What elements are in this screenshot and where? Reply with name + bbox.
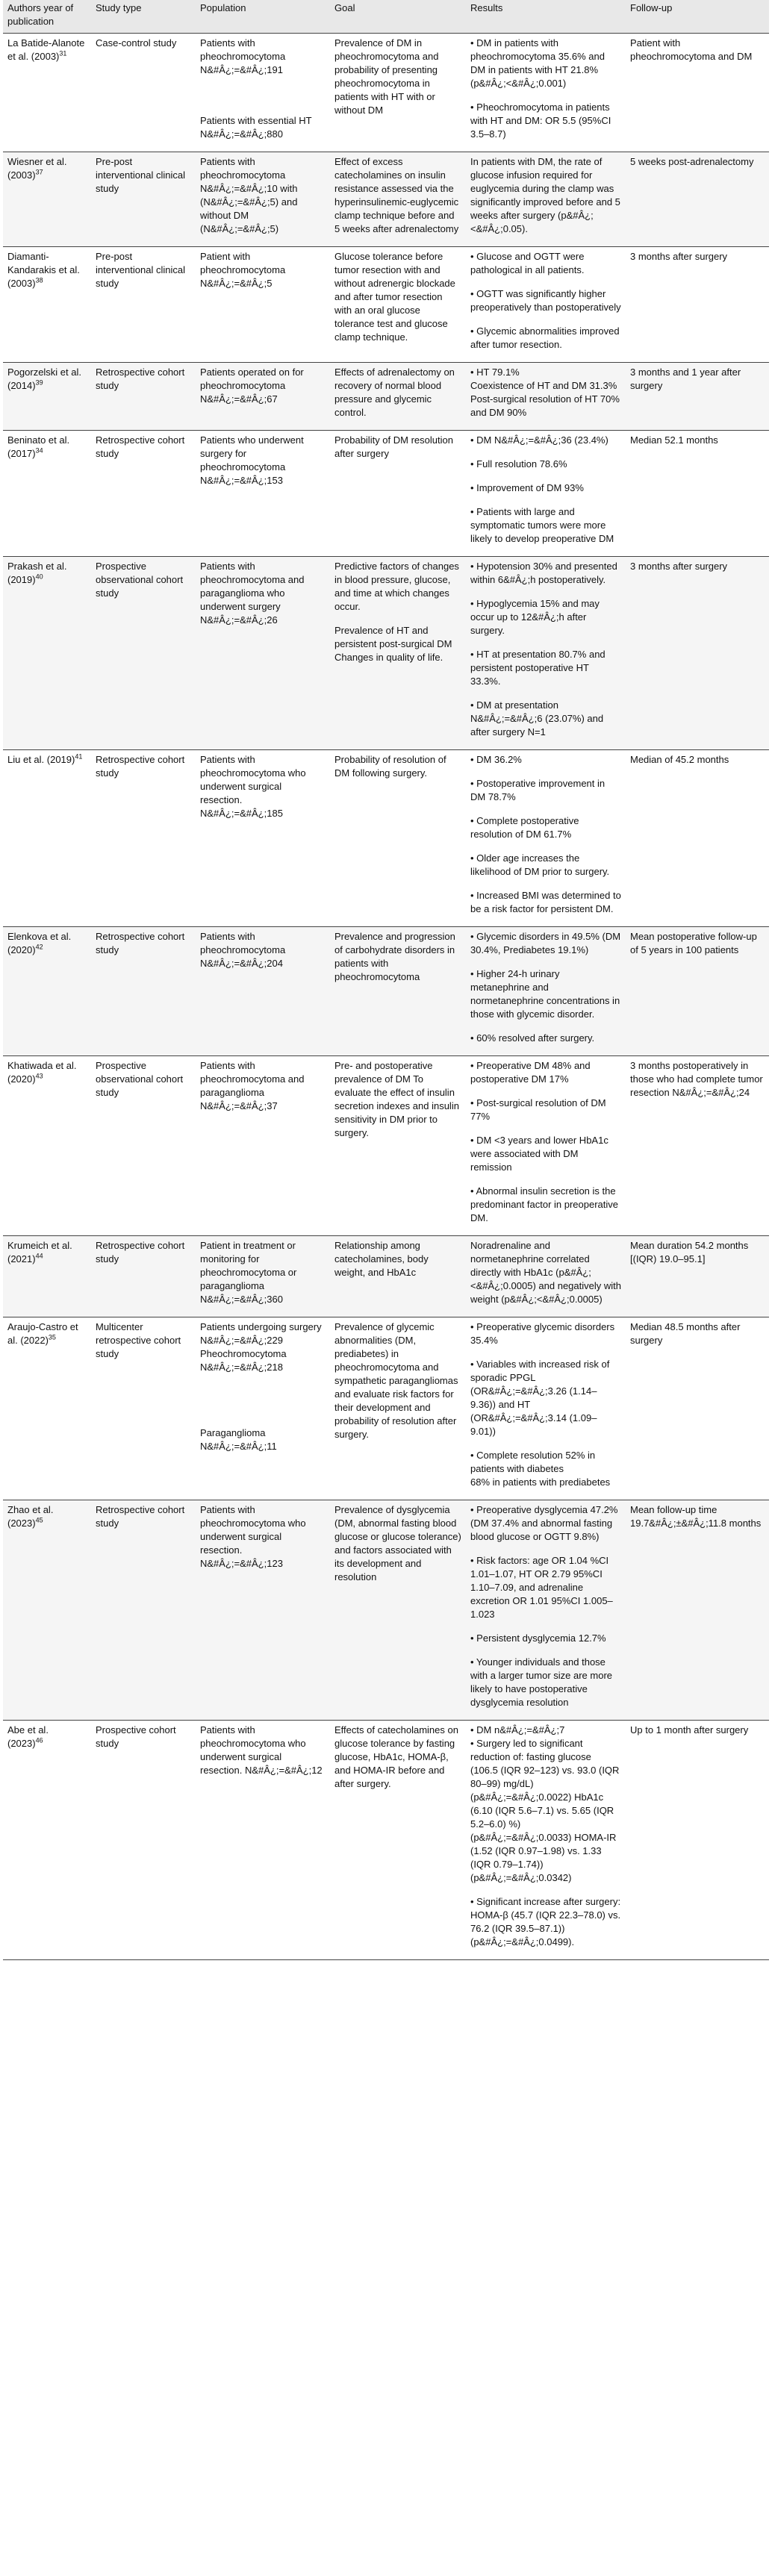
- population-cell: [196, 1317, 330, 1500]
- goal-cell: Prevalence and progression of carbohydrate disorders in patients with pheochromocytoma: [330, 927, 466, 1056]
- table-row: [3, 363, 769, 431]
- result-item: Post-surgical resolution of HT 70% and DM 90%: [470, 393, 620, 418]
- follow-up-cell: 3 months after surgery: [626, 247, 769, 363]
- study-type-cell: Retrospective cohort study: [91, 431, 196, 557]
- author-cell: [3, 750, 91, 927]
- population-group: Patients with pheochromocytoma N&#Â¿;=&#Â¿;191: [200, 37, 286, 75]
- result-item: • Significant increase after surgery: HOMA-β (45.7 (IQR 22.3–78.0) vs. 76.2 (IQR 39.5–87.1)) (p&#Â¿;=&#Â¿;0.0499).: [470, 1896, 621, 1947]
- result-item: • Older age increases the likelihood of DM prior to surgery.: [470, 852, 610, 877]
- result-item: • Post-surgical resolution of DM 77%: [470, 1097, 606, 1122]
- result-item: • DM n&#Â¿;=&#Â¿;7: [470, 1724, 565, 1735]
- result-item: • Glycemic abnormalities improved after tumor resection.: [470, 325, 620, 350]
- result-item: • Higher 24-h urinary metanephrine and normetanephrine concentrations in those with glycemic disorder.: [470, 968, 620, 1020]
- follow-up-cell: Median of 45.2 months: [626, 750, 769, 927]
- results-cell: [466, 1721, 626, 1960]
- study-type-cell: Pre-post interventional clinical study: [91, 152, 196, 247]
- goal-cell: Effects of adrenalectomy on recovery of normal blood pressure and glycemic control.: [330, 363, 466, 431]
- header-results: Results: [466, 0, 626, 34]
- result-item: • HT 79.1%: [470, 367, 520, 378]
- table-row: [3, 431, 769, 557]
- results-cell: [466, 1056, 626, 1236]
- goal-cell: Prevalence of dysglycemia (DM, abnormal fasting blood glucose or glucose tolerance) and factors associated with its development and resolution: [330, 1500, 466, 1721]
- study-type-cell: Retrospective cohort study: [91, 1236, 196, 1317]
- result-item: • Preoperative glycemic disorders 35.4%: [470, 1321, 615, 1346]
- reference-number: 45: [35, 1516, 43, 1524]
- result-item: Coexistence of HT and DM 31.3%: [470, 380, 617, 391]
- table-row: [3, 927, 769, 1056]
- goal-cell: Probability of DM resolution after surgery: [330, 431, 466, 557]
- table-row: [3, 1721, 769, 1960]
- population-cell: Patients with pheochromocytoma and paraganglioma who underwent surgery N&#Â¿;=&#Â¿;26: [196, 557, 330, 750]
- follow-up-cell: 5 weeks post-adrenalectomy: [626, 152, 769, 247]
- population-cell: Patients with pheochromocytoma N&#Â¿;=&#Â¿;204: [196, 927, 330, 1056]
- result-item: • Complete postoperative resolution of DM 61.7%: [470, 815, 579, 840]
- result-item: • 60% resolved after surgery.: [470, 1032, 595, 1044]
- population-group: Paraganglioma N&#Â¿;=&#Â¿;11: [200, 1427, 277, 1452]
- author-cell: [3, 927, 91, 1056]
- result-item: • DM 36.2%: [470, 754, 522, 765]
- author-cell: [3, 1500, 91, 1721]
- header-authors: Authors year of publication: [3, 0, 91, 34]
- table-row: [3, 152, 769, 247]
- table-row: [3, 1317, 769, 1500]
- results-cell: [466, 363, 626, 431]
- study-type-cell: Prospective observational cohort study: [91, 557, 196, 750]
- result-item: 68% in patients with prediabetes: [470, 1476, 611, 1488]
- author-text: La Batide-Alanote et al. (2003): [7, 37, 85, 62]
- goal-cell: Prevalence of DM in pheochromocytoma and probability of presenting pheochromocytoma in patients with HT with or without DM: [330, 34, 466, 152]
- author-text: Wiesner et al. (2003): [7, 156, 67, 181]
- follow-up-cell: 3 months after surgery: [626, 557, 769, 750]
- result-item: • Persistent dysglycemia 12.7%: [470, 1632, 606, 1644]
- result-item: • Variables with increased risk of sporadic PPGL (OR&#Â¿;=&#Â¿;3.26 (1.14–9.36)) and HT (OR&#Â¿;=&#Â¿;3.14 (1.09–9.01)): [470, 1359, 610, 1437]
- table-row: [3, 34, 769, 152]
- results-cell: [466, 1236, 626, 1317]
- population-cell: Patients with pheochromocytoma who underwent surgical resection. N&#Â¿;=&#Â¿;12: [196, 1721, 330, 1960]
- population-cell: Patients with pheochromocytoma and paraganglioma N&#Â¿;=&#Â¿;37: [196, 1056, 330, 1236]
- result-item: • OGTT was significantly higher preoperatively than postoperatively: [470, 288, 621, 313]
- results-cell: [466, 247, 626, 363]
- result-item: • Postoperative improvement in DM 78.7%: [470, 778, 606, 802]
- table-row: [3, 1500, 769, 1721]
- results-cell: [466, 927, 626, 1056]
- reference-number: 34: [35, 446, 43, 455]
- population-group: Patients with essential HT N&#Â¿;=&#Â¿;880: [200, 115, 312, 140]
- author-text: Beninato et al. (2017): [7, 434, 70, 459]
- reference-number: 35: [48, 1333, 56, 1341]
- result-item: • Hypotension 30% and presented within 6&#Â¿;h postoperatively.: [470, 561, 617, 585]
- goal-cell: Pre- and postoperative prevalence of DM To evaluate the effect of insulin secretion indexes and insulin sensitivity in DM prior to surgery.: [330, 1056, 466, 1236]
- follow-up-cell: Up to 1 month after surgery: [626, 1721, 769, 1960]
- follow-up-cell: Mean duration 54.2 months [(IQR) 19.0–95.1]: [626, 1236, 769, 1317]
- table-row: [3, 750, 769, 927]
- result-item: • Hypoglycemia 15% and may occur up to 12&#Â¿;h after surgery.: [470, 598, 600, 636]
- results-cell: [466, 750, 626, 927]
- population-cell: Patient with pheochromocytoma N&#Â¿;=&#Â¿;5: [196, 247, 330, 363]
- result-item: In patients with DM, the rate of glucose infusion required for euglycemia during the clamp was significantly improved before and 5 weeks after surgery (p&#Â¿;<&#Â¿;0.05).: [470, 156, 620, 234]
- result-item: • Patients with large and symptomatic tumors were more likely to develop preoperative DM: [470, 506, 614, 544]
- study-type-cell: Retrospective cohort study: [91, 927, 196, 1056]
- result-item: • Increased BMI was determined to be a risk factor for persistent DM.: [470, 890, 621, 914]
- author-cell: [3, 557, 91, 750]
- author-cell: [3, 1056, 91, 1236]
- follow-up-cell: Median 52.1 months: [626, 431, 769, 557]
- result-item: • DM at presentation N&#Â¿;=&#Â¿;6 (23.07%) and after surgery N=1: [470, 699, 604, 737]
- reference-number: 38: [35, 276, 43, 284]
- reference-number: 41: [75, 752, 83, 761]
- follow-up-cell: Patient with pheochromocytoma and DM: [626, 34, 769, 152]
- goal-cell: [330, 557, 466, 750]
- result-item: • HT at presentation 80.7% and persistent postoperative HT 33.3%.: [470, 649, 606, 687]
- author-text: Abe et al. (2023): [7, 1724, 49, 1749]
- follow-up-cell: Median 48.5 months after surgery: [626, 1317, 769, 1500]
- goal-cell: Relationship among catecholamines, body weight, and HbA1c: [330, 1236, 466, 1317]
- author-cell: [3, 1721, 91, 1960]
- header-population: Population: [196, 0, 330, 34]
- reference-number: 37: [35, 168, 43, 176]
- result-item: • Improvement of DM 93%: [470, 482, 584, 493]
- reference-number: 42: [35, 943, 43, 951]
- result-item: • Glucose and OGTT were pathological in all patients.: [470, 251, 585, 275]
- goal-cell: Probability of resolution of DM following surgery.: [330, 750, 466, 927]
- table-row: [3, 557, 769, 750]
- author-text: Elenkova et al. (2020): [7, 931, 72, 955]
- result-item: • Preoperative DM 48% and postoperative DM 17%: [470, 1060, 591, 1085]
- results-cell: [466, 1317, 626, 1500]
- header-row: [3, 0, 769, 34]
- result-item: • Surgery led to significant reduction of: fasting glucose (106.5 (IQR 92–123) vs. 93.0 (IQR 80–99) mg/dL) (p&#Â¿;=&#Â¿;0.0022) HbA1c (6.10 (IQR 5.6–7.1) vs. 5.65 (IQR 5.2–6.0) %) (p&#Â¿;=&#Â¿;0.0033) HOMA-IR (1.52 (IQR 0.97–1.98) vs. 1.33 (IQR 0.79–1.74)) (p&#Â¿;=&#Â¿;0.0342): [470, 1738, 620, 1883]
- studies-table: [3, 0, 769, 1960]
- study-type-cell: Prospective cohort study: [91, 1721, 196, 1960]
- goal-cell: Glucose tolerance before tumor resection with and without adrenergic blockade and after tumor resection with an oral glucose tolerance test and glucose clamp technique.: [330, 247, 466, 363]
- reference-number: 39: [35, 378, 43, 387]
- result-item: • DM in patients with pheochromocytoma 35.6% and DM in patients with HT 21.8% (p&#Â¿;<&#Â¿;0.001): [470, 37, 605, 89]
- table-row: [3, 247, 769, 363]
- population-cell: [196, 34, 330, 152]
- follow-up-cell: Mean postoperative follow-up of 5 years in 100 patients: [626, 927, 769, 1056]
- follow-up-cell: Mean follow-up time 19.7&#Â¿;±&#Â¿;11.8 months: [626, 1500, 769, 1721]
- author-text: Pogorzelski et al. (2014): [7, 367, 81, 391]
- author-cell: [3, 431, 91, 557]
- goal-cell: Effect of excess catecholamines on insulin resistance assessed via the hyperinsulinemic-euglycemic clamp technique before and 5 weeks after adrenalectomy: [330, 152, 466, 247]
- result-item: • Full resolution 78.6%: [470, 458, 567, 470]
- population-cell: Patients with pheochromocytoma who underwent surgical resection. N&#Â¿;=&#Â¿;185: [196, 750, 330, 927]
- header-goal: Goal: [330, 0, 466, 34]
- author-text: Prakash et al. (2019): [7, 561, 67, 585]
- result-item: • Complete resolution 52% in patients with diabetes: [470, 1450, 596, 1474]
- result-item: • Younger individuals and those with a larger tumor size are more likely to have postoperative dysglycemia resolution: [470, 1656, 613, 1708]
- results-cell: [466, 431, 626, 557]
- population-cell: Patient in treatment or monitoring for pheochromocytoma or paraganglioma N&#Â¿;=&#Â¿;360: [196, 1236, 330, 1317]
- result-item: • Abnormal insulin secretion is the predominant factor in preoperative DM.: [470, 1185, 619, 1223]
- goal-paragraph: Predictive factors of changes in blood pressure, glucose, and time at which changes occur.: [334, 561, 459, 612]
- result-item: • Pheochromocytoma in patients with HT and DM: OR 5.5 (95%CI 3.5–8.7): [470, 102, 611, 140]
- author-text: Zhao et al. (2023): [7, 1504, 54, 1529]
- study-type-cell: Retrospective cohort study: [91, 1500, 196, 1721]
- result-item: Noradrenaline and normetanephrine correlated directly with HbA1c (p&#Â¿;<&#Â¿;0.0005) and negatively with weight (p&#Â¿;<&#Â¿;0.0005): [470, 1240, 621, 1305]
- result-item: • Risk factors: age OR 1.04 %CI 1.01–1.07, HT OR 2.79 95%CI 1.10–7.09, and adrenaline excretion OR 1.01 95%CI 1.005–1.023: [470, 1555, 613, 1620]
- study-type-cell: Case-control study: [91, 34, 196, 152]
- population-cell: Patients with pheochromocytoma N&#Â¿;=&#Â¿;10 with (N&#Â¿;=&#Â¿;5) and without DM (N&#Â¿;=&#Â¿;5): [196, 152, 330, 247]
- results-cell: [466, 557, 626, 750]
- result-item: • Glycemic disorders in 49.5% (DM 30.4%, Prediabetes 19.1%): [470, 931, 621, 955]
- header-study-type: Study type: [91, 0, 196, 34]
- author-cell: [3, 34, 91, 152]
- author-text: Araujo-Castro et al. (2022): [7, 1321, 78, 1346]
- study-type-cell: Retrospective cohort study: [91, 363, 196, 431]
- result-item: • DM <3 years and lower HbA1c were associated with DM remission: [470, 1135, 608, 1173]
- population-cell: Patients with pheochromocytoma who underwent surgical resection. N&#Â¿;=&#Â¿;123: [196, 1500, 330, 1721]
- results-cell: [466, 152, 626, 247]
- results-cell: [466, 1500, 626, 1721]
- table-row: [3, 1236, 769, 1317]
- author-cell: [3, 1317, 91, 1500]
- result-item: • DM N&#Â¿;=&#Â¿;36 (23.4%): [470, 434, 608, 446]
- results-cell: [466, 34, 626, 152]
- author-text: Krumeich et al. (2021): [7, 1240, 72, 1264]
- author-text: Liu et al. (2019): [7, 754, 75, 765]
- study-type-cell: Multicenter retrospective cohort study: [91, 1317, 196, 1500]
- follow-up-cell: 3 months postoperatively in those who had complete tumor resection N&#Â¿;=&#Â¿;24: [626, 1056, 769, 1236]
- study-type-cell: Prospective observational cohort study: [91, 1056, 196, 1236]
- author-text: Diamanti-Kandarakis et al. (2003): [7, 251, 80, 289]
- result-item: • Preoperative dysglycemia 47.2% (DM 37.4% and abnormal fasting blood glucose or OGTT 9.8%): [470, 1504, 618, 1542]
- author-cell: [3, 363, 91, 431]
- goal-paragraph: Prevalence of HT and persistent post-surgical DM Changes in quality of life.: [334, 625, 452, 663]
- goal-cell: Prevalence of glycemic abnormalities (DM, prediabetes) in pheochromocytoma and sympathetic paragangliomas and evaluate risk factors for their development and probability of resolution after surgery.: [330, 1317, 466, 1500]
- population-group: Patients undergoing surgery N&#Â¿;=&#Â¿;229 Pheochromocytoma N&#Â¿;=&#Â¿;218: [200, 1321, 322, 1373]
- author-cell: [3, 1236, 91, 1317]
- author-cell: [3, 152, 91, 247]
- spacer: [200, 87, 326, 114]
- table-row: [3, 1056, 769, 1236]
- study-type-cell: Retrospective cohort study: [91, 750, 196, 927]
- reference-number: 40: [35, 573, 43, 581]
- reference-number: 44: [35, 1252, 43, 1260]
- author-text: Khatiwada et al. (2020): [7, 1060, 77, 1085]
- population-cell: Patients who underwent surgery for pheochromocytoma N&#Â¿;=&#Â¿;153: [196, 431, 330, 557]
- study-type-cell: Pre-post interventional clinical study: [91, 247, 196, 363]
- spacer: [200, 1385, 326, 1426]
- population-cell: Patients operated on for pheochromocytoma N&#Â¿;=&#Â¿;67: [196, 363, 330, 431]
- reference-number: 31: [59, 49, 67, 57]
- follow-up-cell: 3 months and 1 year after surgery: [626, 363, 769, 431]
- header-follow-up: Follow-up: [626, 0, 769, 34]
- reference-number: 46: [35, 1736, 43, 1744]
- reference-number: 43: [35, 1072, 43, 1080]
- goal-cell: Effects of catecholamines on glucose tolerance by fasting glucose, HbA1c, HOMA-β, and HOMA-IR before and after surgery.: [330, 1721, 466, 1960]
- author-cell: [3, 247, 91, 363]
